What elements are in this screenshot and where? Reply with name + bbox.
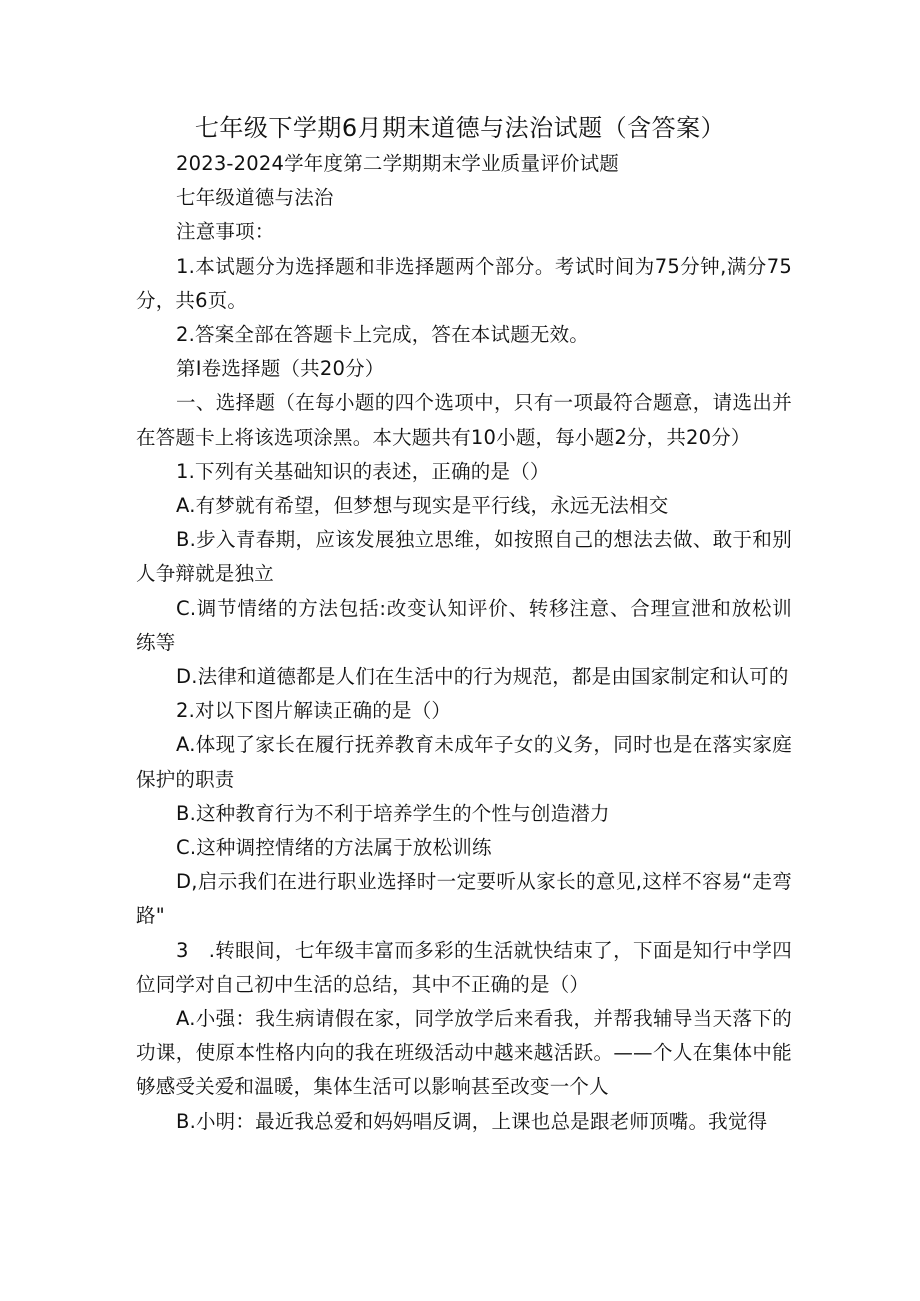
question-1-option-d: D.法律和道德都是人们在生活中的行为规范，都是由国家制定和认可的 (176, 665, 789, 689)
question-2-option-b: B.这种教育行为不利于培养学生的个性与创造潜力 (176, 801, 610, 825)
question-1-option-c: C.调节情绪的方法包括:改变认知评价、转移注意、合理宣泄和放松训练等 (136, 596, 792, 654)
section-instructions: 一、选择题（在每小题的四个选项中，只有一项最符合题意，请选出并在答题卡上将该选项涂黑。本大题共有10小题，每小题2分，共20分） (136, 391, 792, 449)
question-1-option-a: A.有梦就有希望，但梦想与现实是平行线，永远无法相交 (176, 494, 669, 518)
subject-line: 七年级道德与法治 (176, 186, 334, 210)
question-3-option-a: A.小强：我生病请假在家，同学放学后来看我，并帮我辅导当天落下的功课，使原本性格内向的我在班级活动中越来越活跃。——个人在集体中能够感受关爱和温暖，集体生活可以影响甚至改变一个人 (136, 1007, 792, 1099)
document-body (136, 147, 792, 1139)
question-2-option-d: D,启示我们在进行职业选择时一定要听从家长的意见,这样不容易“走弯路" (136, 870, 792, 928)
question-3-option-b: B.小明：最近我总爱和妈妈唱反调，上课也总是跟老师顶嘴。我觉得 (176, 1109, 768, 1133)
question-1: 1.下列有关基础知识的表述，正确的是（） (176, 459, 550, 483)
question-3: 3 .转眼间，七年级丰富而多彩的生活就快结束了，下面是知行中学四位同学对自己初中生活的总结，其中不正确的是（） (136, 938, 792, 996)
question-2-option-c: C.这种调控情绪的方法属于放松训练 (176, 836, 492, 860)
question-2: 2.对以下图片解读正确的是（） (176, 699, 452, 723)
notice-heading: 注意事项： (176, 220, 275, 244)
question-2-option-a: A.体现了家长在履行抚养教育未成年子女的义务，同时也是在落实家庭保护的职责 (136, 733, 792, 791)
exam-heading: 2023-2024学年度第二学期期末学业质量评价试题 (176, 152, 619, 175)
section-heading: 第I卷选择题（共20分） (176, 357, 385, 381)
question-1-option-b: B.步入青春期，应该发展独立思维，如按照自己的想法去做、敢于和别人争辩就是独立 (136, 528, 792, 586)
document-title: 七年级下学期6月期末道德与法治试题（含答案） (194, 114, 726, 142)
notice-item-2: 2.答案全部在答题卡上完成，答在本试题无效。 (176, 323, 590, 347)
notice-item-1: 1.本试题分为选择题和非选择题两个部分。考试时间为75分钟,满分75分，共6页。 (136, 254, 792, 312)
